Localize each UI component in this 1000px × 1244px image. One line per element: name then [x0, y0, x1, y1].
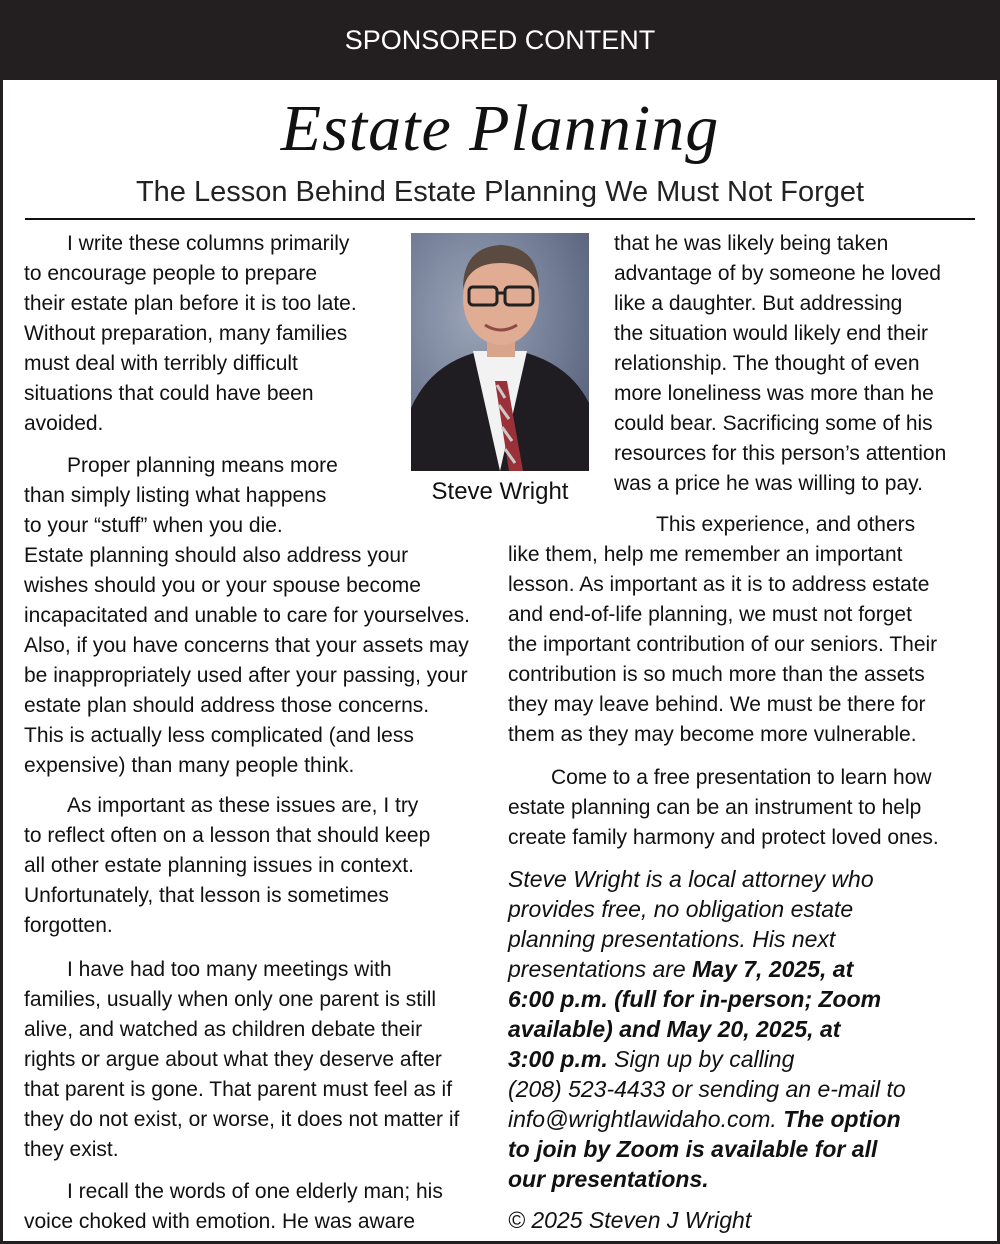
zoom-note: our presentations.	[508, 1166, 709, 1192]
text-line: I recall the words of one elderly man; his	[67, 1180, 443, 1203]
contact-email: info@wrightlawidaho.com.	[508, 1106, 784, 1132]
bio-line: Steve Wright is a local attorney who	[508, 866, 874, 892]
text-line: all other estate planning issues in context.	[24, 854, 414, 877]
text-line: was a price he was willing to pay.	[614, 472, 923, 495]
text-line: lesson. As important as it is to address estate	[508, 573, 930, 596]
text-line: avoided.	[24, 412, 104, 435]
text-line: create family harmony and protect loved ones.	[508, 826, 939, 849]
text-line: situations that could have been	[24, 382, 314, 405]
text-line: that he was likely being taken	[614, 232, 889, 255]
text-line: them as they may become more vulnerable.	[508, 723, 917, 746]
copyright-text: © 2025 Steven J Wright	[508, 1207, 752, 1233]
text-line: their estate plan before it is too late.	[24, 292, 357, 315]
text-line: wishes should you or your spouse become	[24, 574, 421, 597]
text-line: that parent is gone. That parent must feel as if	[24, 1078, 453, 1101]
text-line: Also, if you have concerns that your assets may	[24, 634, 469, 657]
text-line: alive, and watched as children debate their	[24, 1018, 423, 1041]
text-line: and end-of-life planning, we must not forget	[508, 603, 912, 626]
zoom-note: The option	[783, 1106, 901, 1132]
text-line: voice choked with emotion. He was aware	[24, 1210, 416, 1233]
text-line: the important contribution of our seniors. Their	[508, 633, 938, 656]
bio-line: provides free, no obligation estate	[508, 896, 854, 922]
text-line: be inappropriately used after your passing, your	[24, 664, 468, 687]
text-line: they may leave behind. We must be there for	[508, 693, 926, 716]
presentation-date-2: available) and May 20, 2025, at	[508, 1016, 841, 1042]
title-divider	[25, 218, 975, 220]
text-line: Proper planning means more	[67, 454, 338, 477]
text-line: could bear. Sacrificing some of his	[614, 412, 933, 435]
text-line: more loneliness was more than he	[614, 382, 934, 405]
author-portrait-image	[411, 233, 589, 471]
presentation-date-1: May 7, 2025, at	[692, 956, 854, 982]
text-line: I write these columns primarily	[67, 232, 350, 255]
text-line: like a daughter. But addressing	[614, 292, 903, 315]
text-line: advantage of by someone he loved	[614, 262, 941, 285]
page-subtitle: The Lesson Behind Estate Planning We Must Not Forget	[135, 176, 865, 208]
right-paragraph-3	[508, 763, 939, 853]
bio-line	[508, 1044, 906, 1074]
text-line: contribution is so much more than the assets	[508, 663, 925, 686]
left-paragraph-4	[24, 955, 459, 1165]
sponsored-banner: SPONSORED CONTENT	[0, 0, 1000, 80]
text-line: to your “stuff” when you die.	[24, 514, 283, 537]
text-line: must deal with terribly difficult	[24, 352, 298, 375]
text-line: As important as these issues are, I try	[67, 794, 419, 817]
bio-text: presentations are	[508, 956, 693, 982]
text-line: This experience, and others	[656, 513, 916, 536]
bio-line	[508, 984, 906, 1014]
text-line: Estate planning should also address your	[24, 544, 409, 567]
text-line: families, usually when only one parent is still	[24, 988, 437, 1011]
text-line: I have had too many meetings with	[67, 958, 392, 981]
bio-line	[508, 1134, 906, 1164]
page-title: Estate Planning	[280, 92, 720, 165]
zoom-note: to join by Zoom is available for all	[508, 1136, 878, 1162]
text-line: Without preparation, many families	[24, 322, 348, 345]
text-line: than simply listing what happens	[24, 484, 327, 507]
bio-line	[508, 1104, 906, 1134]
text-line: incapacitated and unable to care for yourselves.	[24, 604, 470, 627]
author-bio	[508, 864, 906, 1194]
text-line: rights or argue about what they deserve after	[24, 1048, 442, 1071]
bio-text: Sign up by calling	[607, 1046, 795, 1072]
text-line: to reflect often on a lesson that should keep	[24, 824, 431, 847]
contact-phone-line: (208) 523-4433 or sending an e-mail to	[508, 1076, 906, 1102]
right-paragraph-1	[614, 229, 946, 499]
left-paragraph-1	[24, 229, 357, 439]
bio-line	[508, 1164, 906, 1194]
left-paragraph-3	[24, 791, 430, 941]
text-line: resources for this person’s attention	[614, 442, 947, 465]
text-line: Come to a free presentation to learn how	[551, 766, 932, 789]
text-line: expensive) than many people think.	[24, 754, 355, 777]
author-photo	[411, 233, 589, 471]
text-line: relationship. The thought of even	[614, 352, 920, 375]
text-line: they do not exist, or worse, it does not matter if	[24, 1108, 460, 1131]
text-line: estate plan should address those concerns.	[24, 694, 430, 717]
text-line: the situation would likely end their	[614, 322, 929, 345]
text-line: to encourage people to prepare	[24, 262, 318, 285]
text-line: like them, help me remember an important	[508, 543, 903, 566]
text-line: Unfortunately, that lesson is sometimes	[24, 884, 389, 907]
photo-caption: Steve Wright	[431, 478, 569, 505]
bio-line: planning presentations. His next	[508, 926, 836, 952]
text-line: This is actually less complicated (and less	[24, 724, 414, 747]
text-line: they exist.	[24, 1138, 119, 1161]
left-paragraph-5	[24, 1177, 443, 1237]
presentation-time-2: 3:00 p.m.	[508, 1046, 608, 1072]
text-line: forgotten.	[24, 914, 113, 937]
text-line: estate planning can be an instrument to help	[508, 796, 922, 819]
bio-line	[508, 954, 906, 984]
left-paragraph-2	[24, 451, 470, 781]
bio-line	[508, 1014, 906, 1044]
copyright-notice	[508, 1205, 751, 1235]
presentation-time-1: 6:00 p.m. (full for in-person; Zoom	[508, 986, 882, 1012]
right-paragraph-2	[508, 510, 937, 750]
